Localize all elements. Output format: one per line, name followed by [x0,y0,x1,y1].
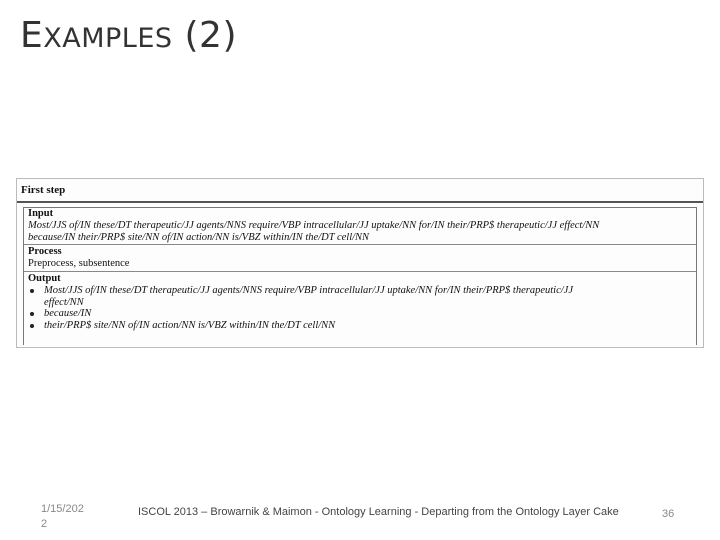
figure-header: First step [17,179,703,203]
output-item-line-1: their/PRP$ site/NN of/IN action/NN is/VBZ within/IN the/DT cell/NN [44,320,336,332]
input-line-2: because/IN their/PRP$ site/NN of/IN action/NN is/VBZ within/IN the/DT cell/NN [28,231,370,243]
output-item [28,320,696,332]
output-label: Output [28,272,61,284]
bullet-icon [30,324,34,328]
title-first-letter: E [20,15,44,56]
bullet-icon [30,289,34,293]
title-small-caps: XAMPLES [43,23,173,54]
title-suffix: (2) [172,15,237,56]
process-label: Process [28,246,62,258]
input-label: Input [28,208,54,219]
bullet-icon [30,312,34,316]
footer-date [41,502,101,532]
footer-citation: ISCOL 2013 – Browarnik & Maimon - Ontology Learning - Departing from the Ontology Layer Cake [138,506,619,518]
output-item-line-2: effect/NN [44,296,84,308]
footer-date-line-1: 1/15/202 [41,503,84,515]
output-item [28,285,696,309]
output-item [28,308,696,320]
first-step-figure [16,178,704,348]
output-item-line-1: because/IN [44,308,92,320]
footer-date-line-2: 2 [41,518,48,530]
page-number: 36 [662,508,675,520]
input-line-1: Most/JJS of/IN these/DT therapeutic/JJ agents/NNS require/VBP intracellular/JJ uptake/NN for/IN their/PRP$ therapeutic/JJ effect/NN [28,219,600,231]
process-value: Preprocess, subsentence [28,258,130,270]
output-list [24,285,696,332]
divider [24,244,696,245]
output-item-line-1: Most/JJS of/IN these/DT therapeutic/JJ agents/NNS require/VBP intracellular/JJ uptake/NN for/IN their/PRP$ therapeutic/JJ [44,284,573,296]
figure-body [23,207,697,345]
slide-title [20,15,237,56]
divider [24,271,696,272]
